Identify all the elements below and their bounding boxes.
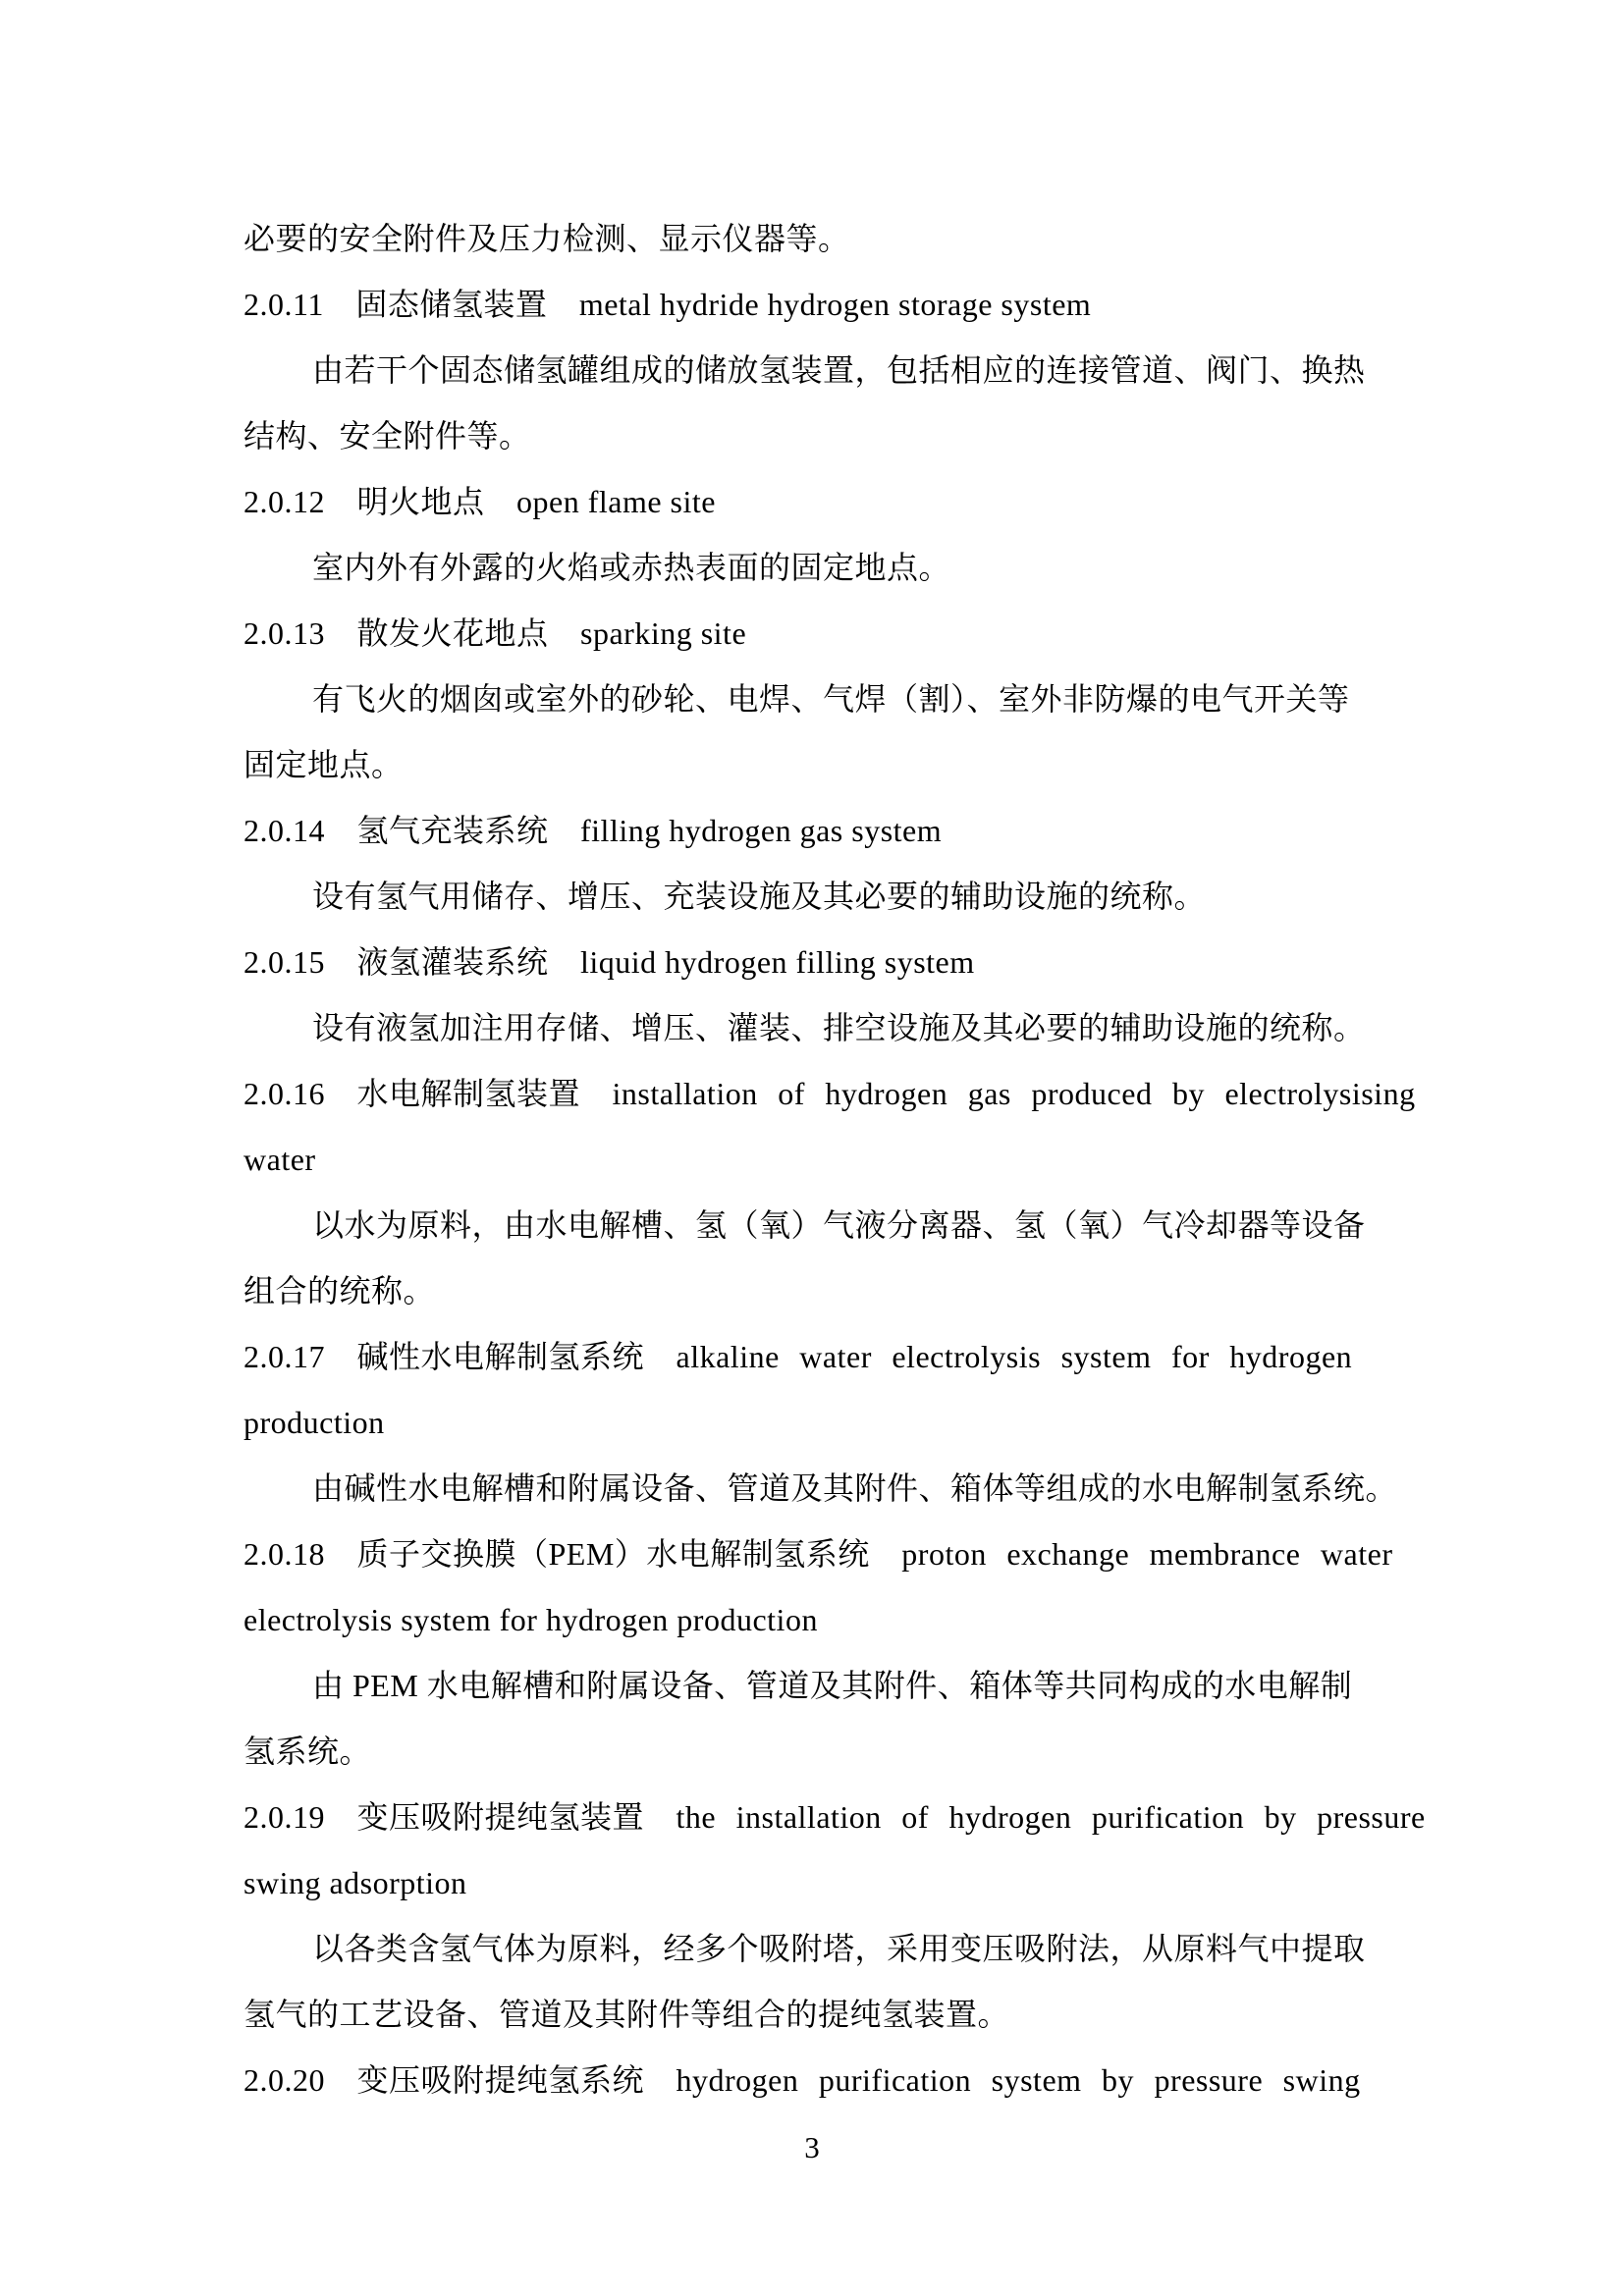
page-text-block xyxy=(244,206,1426,2113)
definition-line: 由碱性水电解槽和附属设备、管道及其附件、箱体等组成的水电解制氢系统。 xyxy=(312,1470,1398,1506)
term-2-0-11: 2.0.11 固态储氢装置 metal hydride hydrogen storage system xyxy=(244,287,1092,322)
term-english-continuation: electrolysis system for hydrogen production xyxy=(244,1602,818,1637)
term-2-0-12: 2.0.12 明火地点 open flame site xyxy=(244,484,716,519)
definition-line: 以水为原料，由水电解槽、氢（氧）气液分离器、氢（氧）气冷却器等设备 xyxy=(312,1207,1366,1243)
term-english-continuation: water xyxy=(244,1142,316,1177)
definition-line: 有飞火的烟囱或室外的砂轮、电焊、气焊（割）、室外非防爆的电气开关等 xyxy=(312,681,1350,717)
definition-continuation-line: 固定地点。 xyxy=(244,747,404,782)
definition-line: 设有液氢加注用存储、增压、灌装、排空设施及其必要的辅助设施的统称。 xyxy=(312,1010,1366,1045)
page-number: 3 xyxy=(804,2130,820,2164)
definition-line: 由 PEM 水电解槽和附属设备、管道及其附件、箱体等共同构成的水电解制 xyxy=(312,1668,1353,1703)
term-2-0-20: 2.0.20 变压吸附提纯氢系统 hydrogen purification system by pressure swing xyxy=(244,2062,1361,2098)
definition-line: 由若干个固态储氢罐组成的储放氢装置，包括相应的连接管道、阀门、换热 xyxy=(312,352,1366,388)
definition-continuation-line: 必要的安全附件及压力检测、显示仪器等。 xyxy=(244,221,850,256)
definition-line: 设有氢气用储存、增压、充装设施及其必要的辅助设施的统称。 xyxy=(312,879,1207,914)
term-english-continuation: swing adsorption xyxy=(244,1865,467,1900)
definition-continuation-line: 氢系统。 xyxy=(244,1734,372,1769)
term-2-0-19: 2.0.19 变压吸附提纯氢装置 the installation of hydrogen purification by pressure xyxy=(244,1799,1426,1835)
term-english-continuation: production xyxy=(244,1405,385,1440)
term-2-0-16: 2.0.16 水电解制氢装置 installation of hydrogen gas produced by electrolysising xyxy=(244,1076,1416,1111)
definition-line: 室内外有外露的火焰或赤热表面的固定地点。 xyxy=(312,550,951,585)
definition-line: 以各类含氢气体为原料，经多个吸附塔，采用变压吸附法，从原料气中提取 xyxy=(312,1931,1366,1966)
term-2-0-15: 2.0.15 液氢灌装系统 liquid hydrogen filling system xyxy=(244,944,975,980)
definition-continuation-line: 氢气的工艺设备、管道及其附件等组合的提纯氢装置。 xyxy=(244,1997,1010,2032)
definition-continuation-line: 组合的统称。 xyxy=(244,1273,436,1308)
term-2-0-14: 2.0.14 氢气充装系统 filling hydrogen gas system xyxy=(244,813,943,848)
definition-continuation-line: 结构、安全附件等。 xyxy=(244,418,531,454)
term-2-0-17: 2.0.17 碱性水电解制氢系统 alkaline water electrolysis system for hydrogen xyxy=(244,1339,1353,1374)
term-2-0-18: 2.0.18 质子交换膜（PEM）水电解制氢系统 proton exchange membrance water xyxy=(244,1536,1393,1572)
term-2-0-13: 2.0.13 散发火花地点 sparking site xyxy=(244,615,747,651)
